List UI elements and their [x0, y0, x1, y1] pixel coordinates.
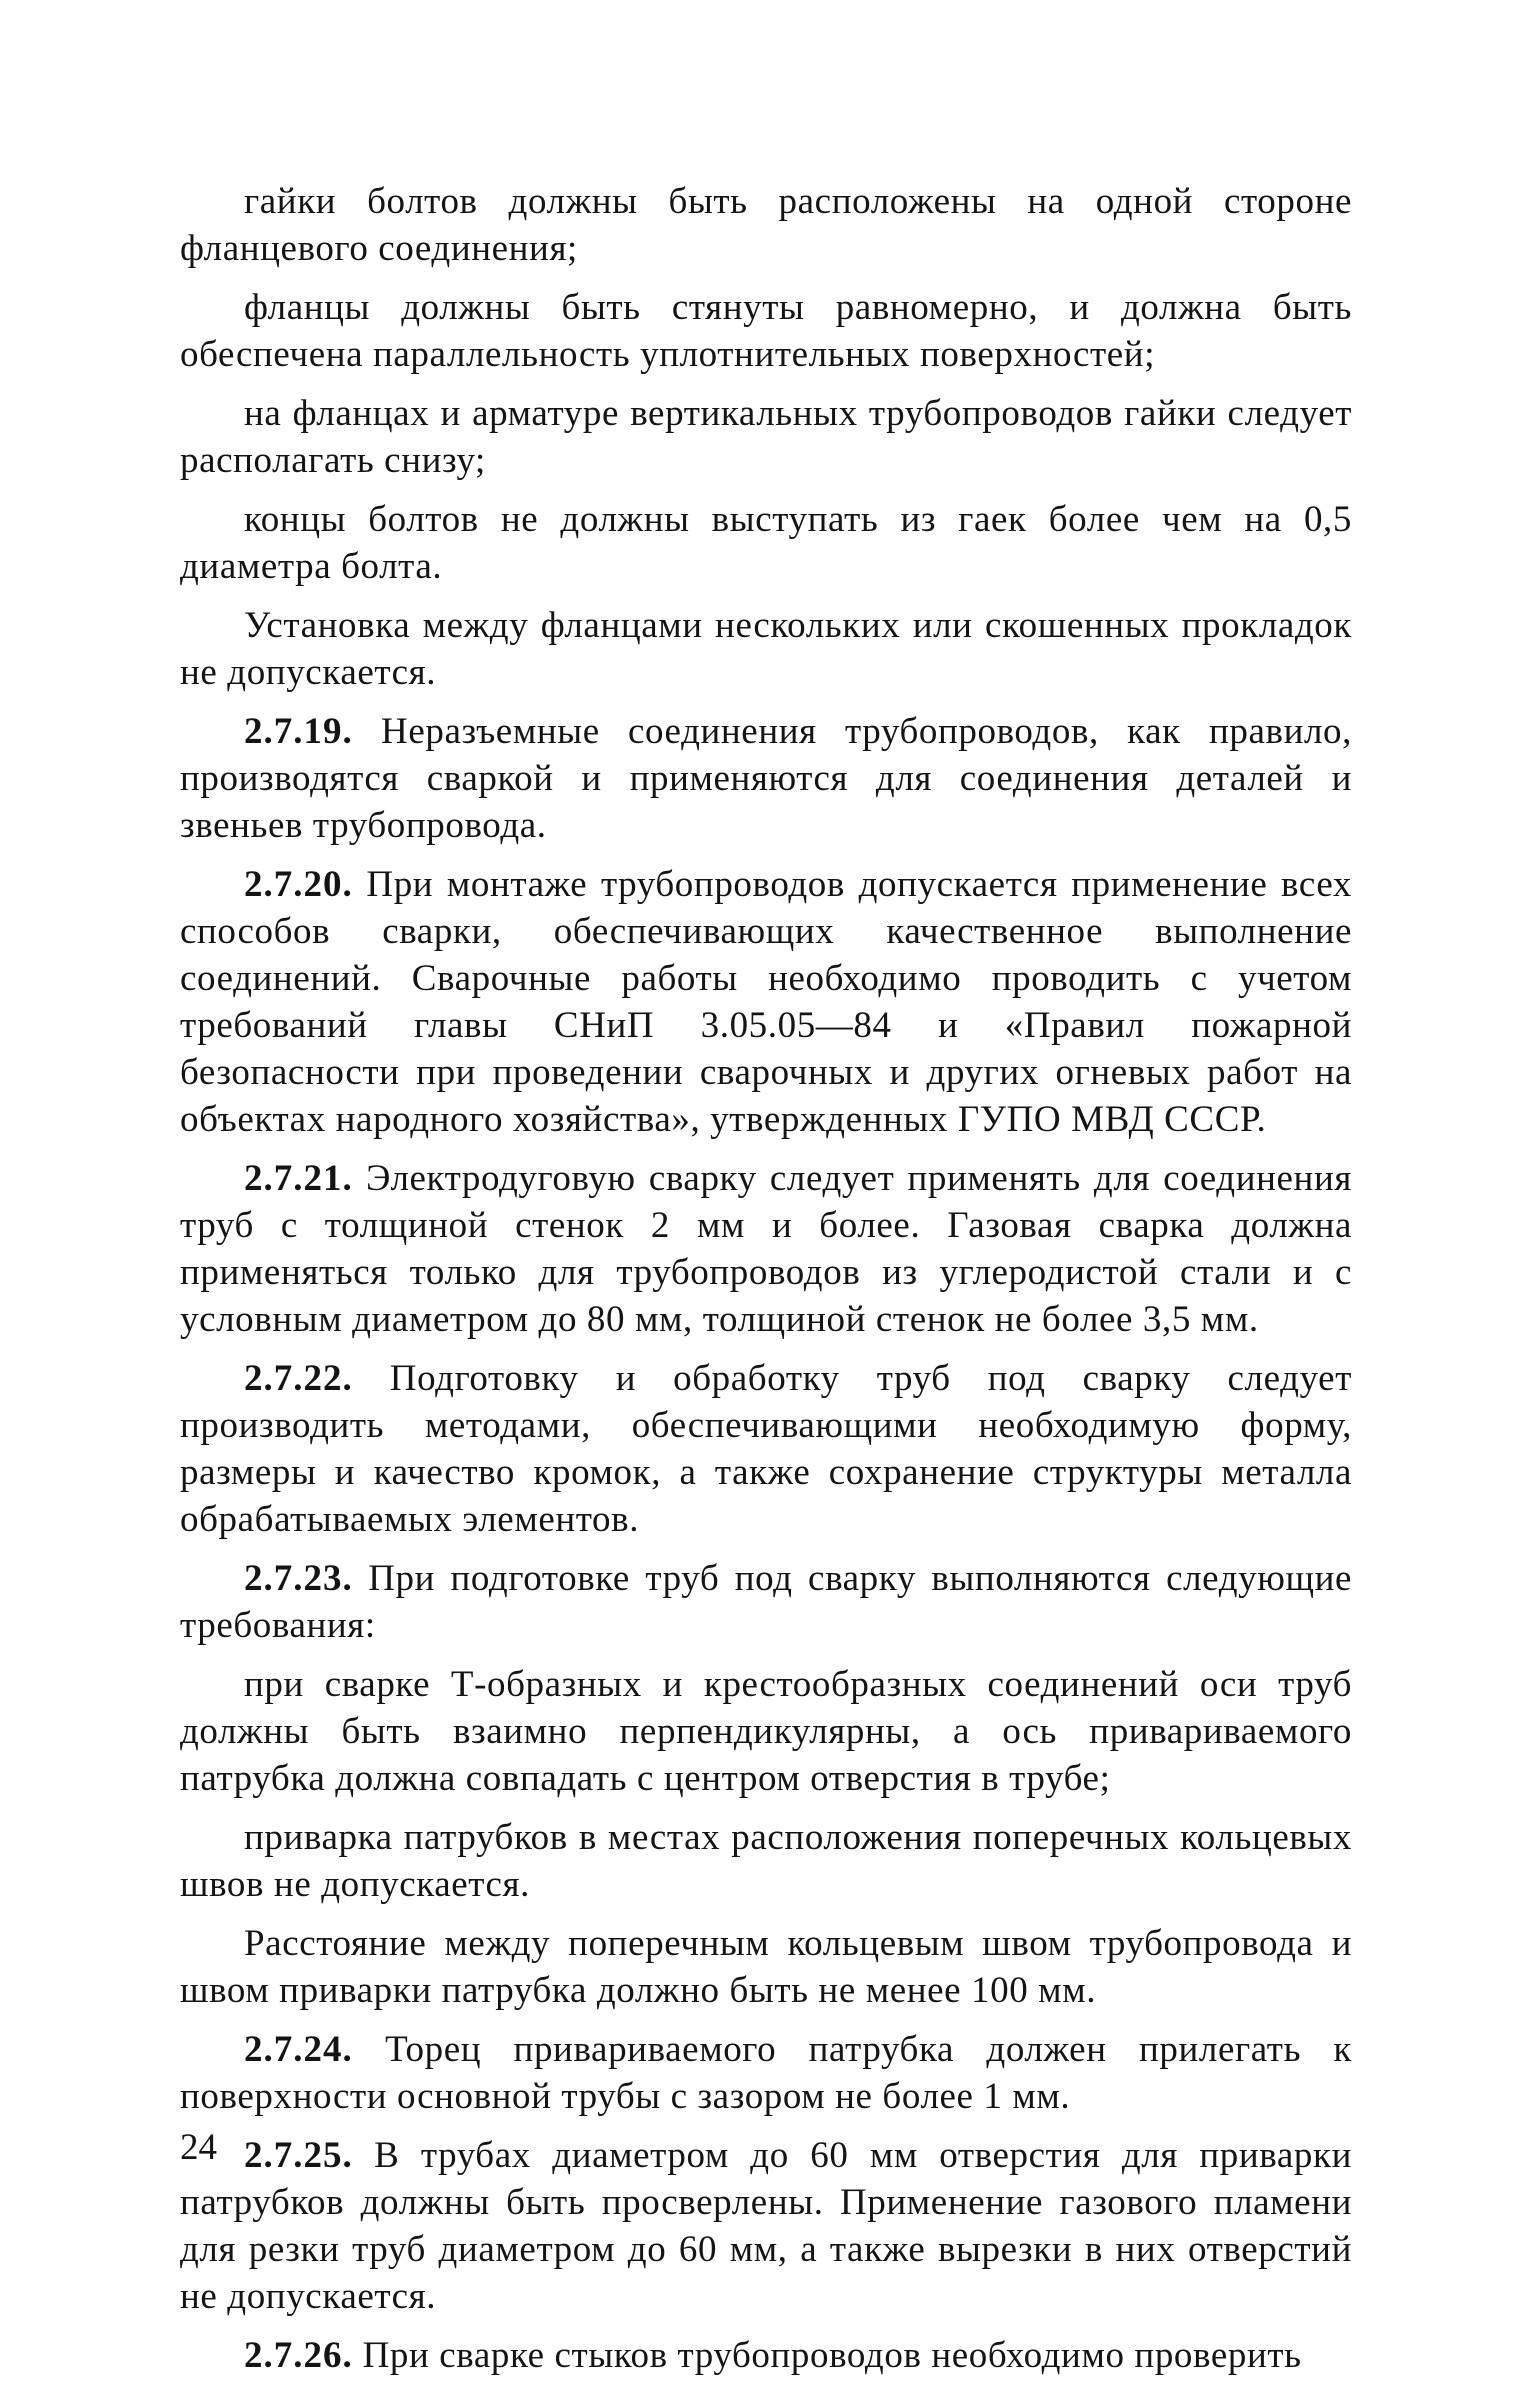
clause-2-7-23 — [180, 1555, 1352, 1649]
clause-number: 2.7.21. — [244, 1158, 353, 1199]
clause-number: 2.7.20. — [244, 864, 353, 905]
clause-number: 2.7.19. — [244, 711, 353, 752]
paragraph-text: Неразъемные соединения трубопроводов, как правило, производятся сваркой и применяются для соединения деталей и звеньев трубопровода. — [180, 711, 1352, 846]
clause-2-7-24 — [180, 2026, 1352, 2120]
paragraph-2 — [180, 284, 1352, 378]
paragraph-3 — [180, 390, 1352, 484]
paragraph-1 — [180, 178, 1352, 272]
paragraph-text: приварка патрубков в местах расположения поперечных кольцевых швов не допускается. — [180, 1817, 1352, 1905]
clause-2-7-26 — [180, 2332, 1352, 2379]
clause-2-7-19 — [180, 708, 1352, 849]
clause-number: 2.7.22. — [244, 1358, 353, 1399]
paragraph-text: концы болтов не должны выступать из гаек более чем на 0,5 диаметра болта. — [180, 499, 1352, 587]
document-body — [180, 178, 1352, 2391]
clause-2-7-21 — [180, 1155, 1352, 1343]
clause-2-7-25 — [180, 2132, 1352, 2320]
clause-number: 2.7.23. — [244, 1558, 353, 1599]
paragraph-4 — [180, 496, 1352, 590]
paragraph-5 — [180, 602, 1352, 696]
paragraph-text: Расстояние между поперечным кольцевым швом трубопровода и швом приварки патрубка должно быть не менее 100 мм. — [180, 1923, 1352, 2011]
page-number: 24 — [180, 2127, 217, 2168]
paragraph-text: при сварке Т-образных и крестообразных соединений оси труб должны быть взаимно перпендикулярны, а ось привариваемого патрубка должна совпадать с центром отверстия в трубе; — [180, 1664, 1352, 1799]
paragraph-11 — [180, 1661, 1352, 1802]
clause-number: 2.7.26. — [244, 2335, 353, 2376]
paragraph-12 — [180, 1814, 1352, 1908]
paragraph-13 — [180, 1920, 1352, 2014]
clause-number: 2.7.25. — [244, 2135, 353, 2176]
paragraph-text: При монтаже трубопроводов допускается применение всех способов сварки, обеспечивающих качественное выполнение соединений. Сварочные работы необходимо проводить с учетом требований главы СНиП 3.05.05—84 и «Правил пожарной безопасности при проведении сварочных и других огневых работ на объектах народного хозяйства», утвержденных ГУПО МВД СССР. — [180, 864, 1352, 1140]
clause-2-7-20 — [180, 861, 1352, 1143]
paragraph-text: При подготовке труб под сварку выполняются следующие требования: — [180, 1558, 1352, 1646]
paragraph-text: гайки болтов должны быть расположены на одной стороне фланцевого соединения; — [180, 181, 1352, 269]
clause-2-7-22 — [180, 1355, 1352, 1543]
paragraph-text: фланцы должны быть стянуты равномерно, и должна быть обеспечена параллельность уплотнительных поверхностей; — [180, 287, 1352, 375]
paragraph-text: Установка между фланцами нескольких или скошенных прокладок не допускается. — [180, 605, 1352, 693]
clause-number: 2.7.24. — [244, 2029, 353, 2070]
paragraph-text: При сварке стыков трубопроводов необходимо проверить — [362, 2335, 1302, 2376]
paragraph-text: Электродуговую сварку следует применять для соединения труб с толщиной стенок 2 мм и более. Газовая сварка должна применяться только для трубопроводов из углеродистой стали и с условным диаметром до 80 мм, толщиной стенок не более 3,5 мм. — [180, 1158, 1352, 1340]
paragraph-text: на фланцах и арматуре вертикальных трубопроводов гайки следует располагать снизу; — [180, 393, 1352, 481]
paragraph-text: В трубах диаметром до 60 мм отверстия для приварки патрубков должны быть просверлены. Применение газового пламени для резки труб диаметром до 60 мм, а также вырезки в них отверстий не допускается. — [180, 2135, 1352, 2317]
paragraph-text: Подготовку и обработку труб под сварку следует производить методами, обеспечивающими необходимую форму, размеры и качество кромок, а также сохранение структуры металла обрабатываемых элементов. — [180, 1358, 1352, 1540]
paragraph-text: Торец привариваемого патрубка должен прилегать к поверхности основной трубы с зазором не более 1 мм. — [180, 2029, 1353, 2117]
